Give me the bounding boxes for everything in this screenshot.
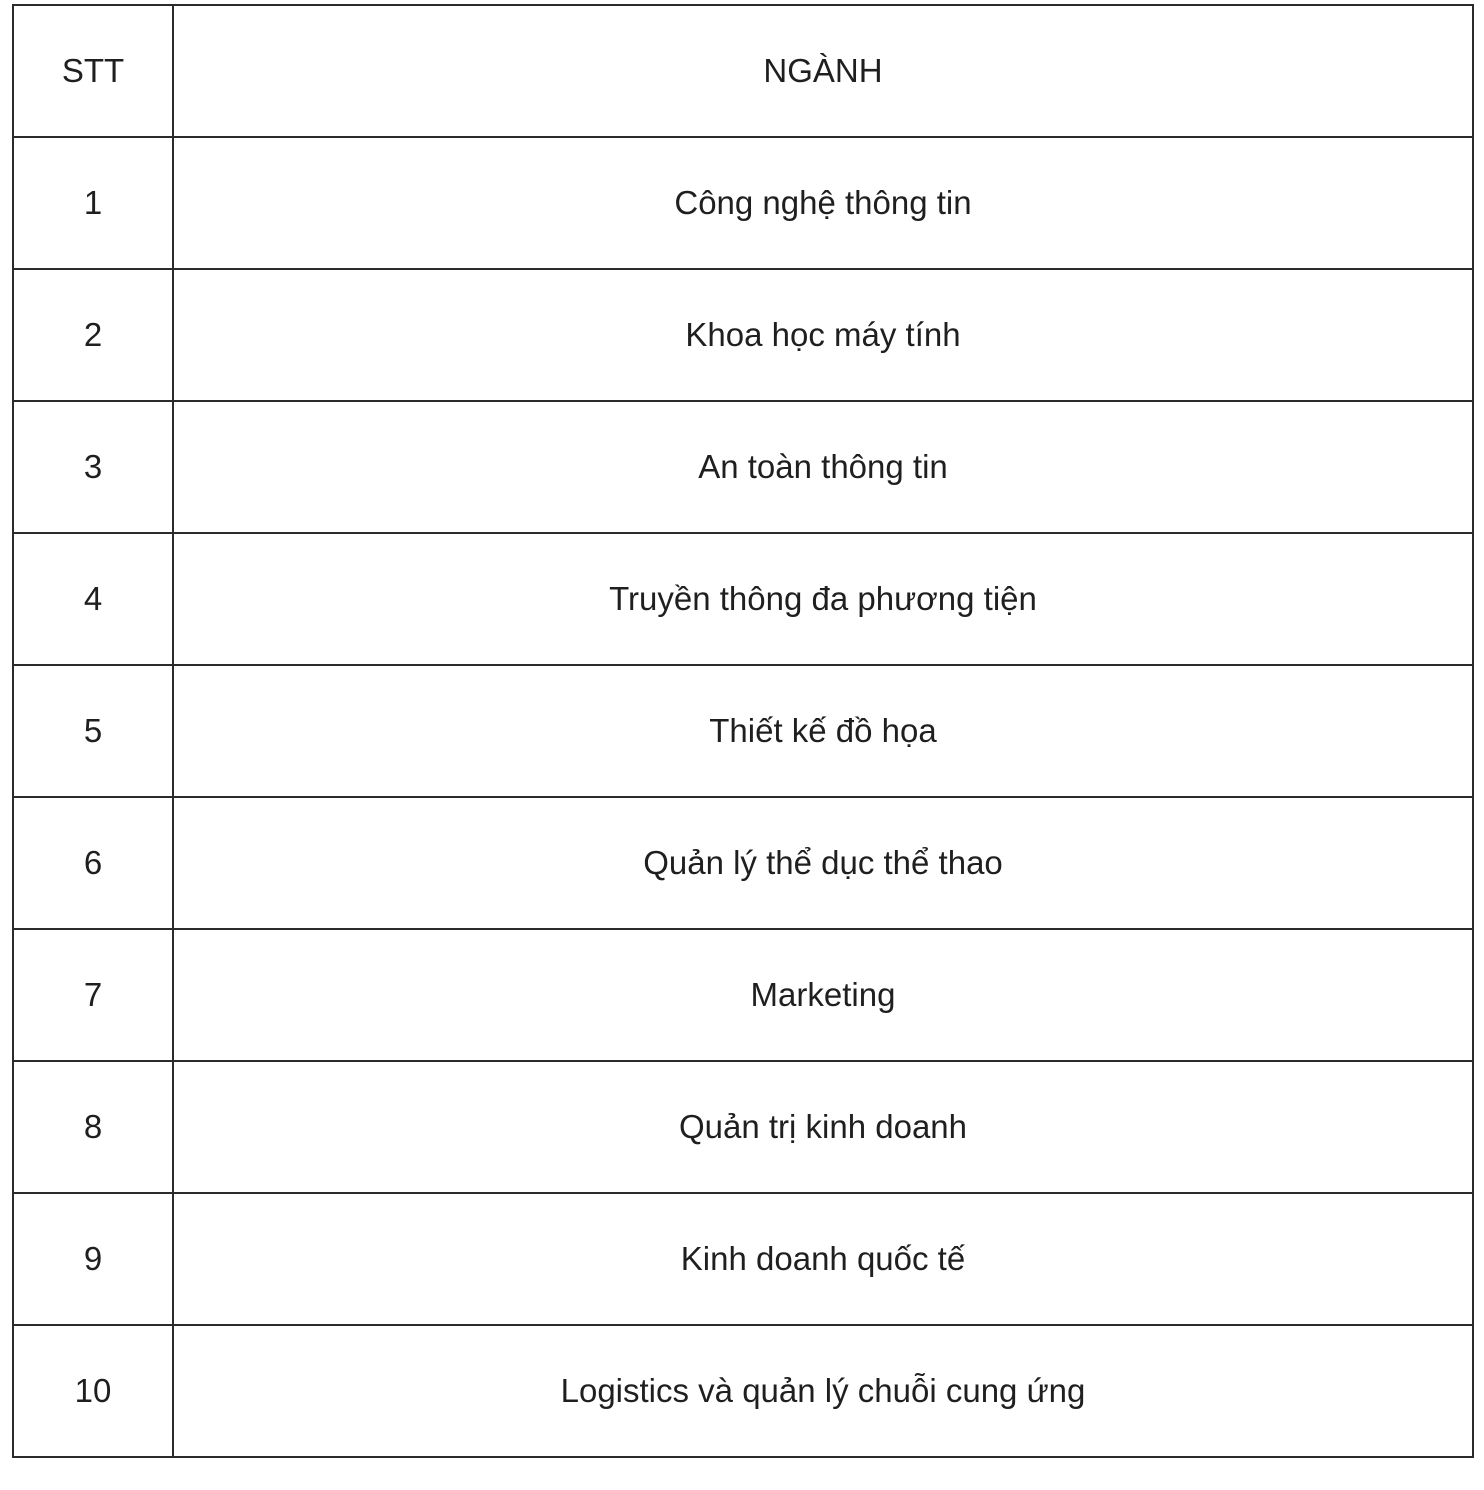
row-number: 5 <box>13 665 173 797</box>
major-name: Công nghệ thông tin <box>173 137 1473 269</box>
row-number: 1 <box>13 137 173 269</box>
header-row <box>13 5 1473 137</box>
row-number: 10 <box>13 1325 173 1457</box>
table-row <box>13 1325 1473 1457</box>
major-name: Thiết kế đồ họa <box>173 665 1473 797</box>
major-name: Quản lý thể dục thể thao <box>173 797 1473 929</box>
row-number: 8 <box>13 1061 173 1193</box>
table-row <box>13 797 1473 929</box>
row-number: 6 <box>13 797 173 929</box>
major-name: Logistics và quản lý chuỗi cung ứng <box>173 1325 1473 1457</box>
major-name: Truyền thông đa phương tiện <box>173 533 1473 665</box>
major-name: Kinh doanh quốc tế <box>173 1193 1473 1325</box>
table-row <box>13 401 1473 533</box>
table-row <box>13 1061 1473 1193</box>
row-number: 2 <box>13 269 173 401</box>
column-header-stt: STT <box>13 5 173 137</box>
row-number: 9 <box>13 1193 173 1325</box>
table-row <box>13 269 1473 401</box>
major-name: An toàn thông tin <box>173 401 1473 533</box>
column-header-major: NGÀNH <box>173 5 1473 137</box>
major-name: Marketing <box>173 929 1473 1061</box>
table-row <box>13 533 1473 665</box>
row-number: 7 <box>13 929 173 1061</box>
row-number: 3 <box>13 401 173 533</box>
table-row <box>13 137 1473 269</box>
major-name: Quản trị kinh doanh <box>173 1061 1473 1193</box>
table-row <box>13 1193 1473 1325</box>
table-row <box>13 929 1473 1061</box>
major-name: Khoa học máy tính <box>173 269 1473 401</box>
row-number: 4 <box>13 533 173 665</box>
table-row <box>13 665 1473 797</box>
majors-table <box>12 4 1474 1458</box>
